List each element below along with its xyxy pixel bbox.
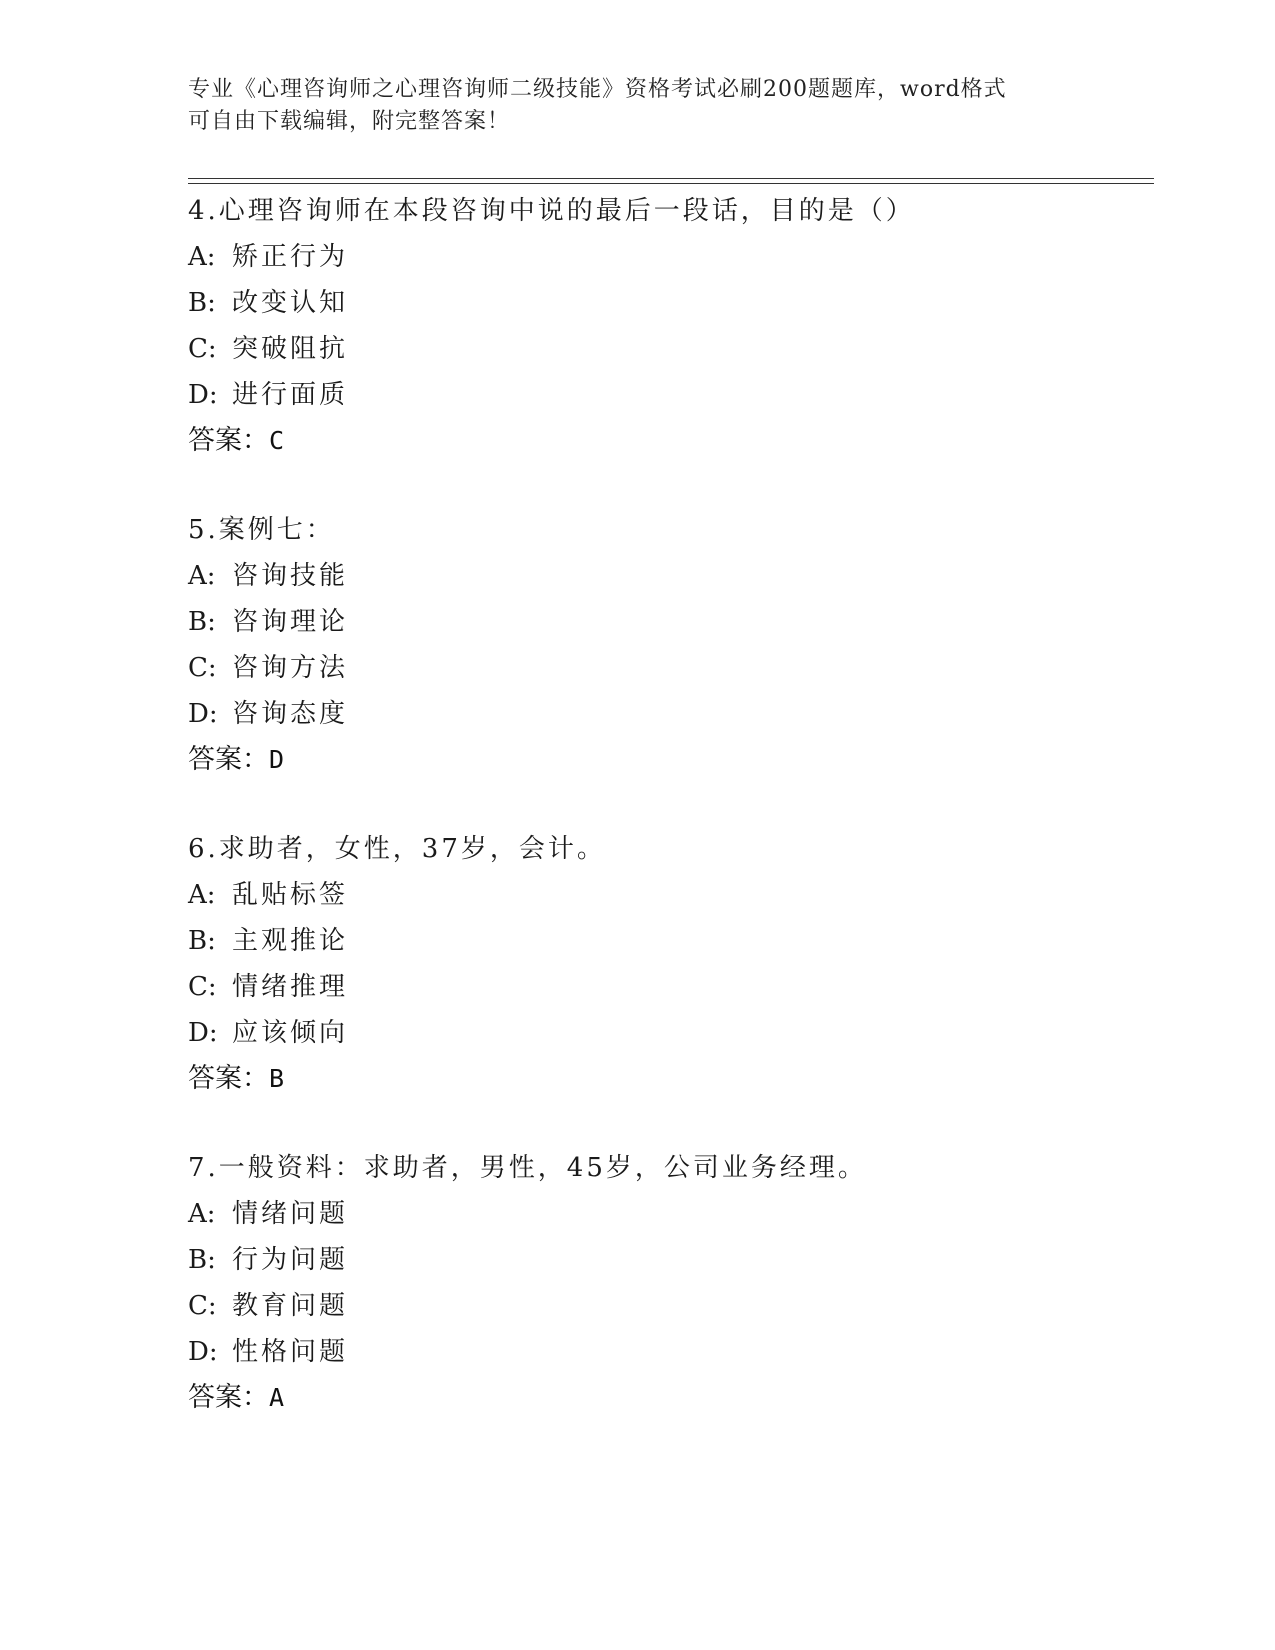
answer-label: 答案： — [188, 1382, 269, 1413]
option-text: 乱贴标签 — [232, 880, 349, 910]
question-7 — [188, 1145, 1148, 1421]
option-text: 情绪推理 — [232, 972, 349, 1002]
answer-line — [188, 418, 1148, 464]
option-c — [188, 326, 1148, 372]
option-letter: C: — [188, 653, 217, 683]
answer-label: 答案： — [188, 1063, 269, 1094]
option-letter: B: — [188, 607, 216, 637]
option-letter: D: — [188, 699, 218, 729]
option-b — [188, 1237, 1148, 1283]
question-5 — [188, 507, 1148, 783]
option-a — [188, 1191, 1148, 1237]
answer-label: 答案： — [188, 744, 269, 775]
option-letter: B: — [188, 288, 216, 318]
answer-line — [188, 1375, 1148, 1421]
option-letter: C: — [188, 334, 217, 364]
option-letter: B: — [188, 926, 216, 956]
answer-value: A — [269, 1383, 285, 1412]
question-stem: 7.一般资料：求助者，男性，45岁，公司业务经理。 — [188, 1153, 867, 1183]
option-a — [188, 872, 1148, 918]
option-letter: B: — [188, 1245, 216, 1275]
answer-line — [188, 1056, 1148, 1102]
option-a — [188, 234, 1148, 280]
option-b — [188, 599, 1148, 645]
option-letter: D: — [188, 1337, 218, 1367]
option-text: 咨询方法 — [232, 653, 349, 683]
option-text: 改变认知 — [232, 288, 349, 318]
option-text: 矫正行为 — [232, 242, 349, 272]
option-c — [188, 645, 1148, 691]
answer-value: D — [269, 745, 285, 774]
option-letter: D: — [188, 1018, 218, 1048]
option-text: 情绪问题 — [232, 1199, 349, 1229]
header-divider-top — [188, 178, 1154, 179]
question-stem: 6.求助者，女性，37岁，会计。 — [188, 834, 606, 864]
answer-value: C — [269, 426, 285, 455]
header-line-2: 可自由下载编辑，附完整答案！ — [188, 109, 511, 134]
question-list — [188, 188, 1148, 1464]
option-text: 主观推论 — [232, 926, 349, 956]
option-letter: C: — [188, 1291, 217, 1321]
option-text: 咨询态度 — [232, 699, 349, 729]
option-letter: C: — [188, 972, 217, 1002]
option-text: 教育问题 — [232, 1291, 349, 1321]
question-stem: 4.心理咨询师在本段咨询中说的最后一段话，目的是（） — [188, 196, 915, 226]
option-letter: A: — [188, 1199, 216, 1229]
option-c — [188, 964, 1148, 1010]
option-text: 突破阻抗 — [232, 334, 349, 364]
document-header — [188, 74, 1088, 138]
option-text: 性格问题 — [232, 1337, 349, 1367]
answer-value: B — [269, 1064, 285, 1093]
option-c — [188, 1283, 1148, 1329]
question-4 — [188, 188, 1148, 464]
option-letter: D: — [188, 380, 218, 410]
option-letter: A: — [188, 242, 216, 272]
option-text: 行为问题 — [232, 1245, 349, 1275]
option-a — [188, 553, 1148, 599]
option-d — [188, 1010, 1148, 1056]
header-divider-bottom — [188, 183, 1154, 184]
option-d — [188, 372, 1148, 418]
option-text: 咨询技能 — [232, 561, 349, 591]
question-stem: 5.案例七： — [188, 515, 335, 545]
option-b — [188, 280, 1148, 326]
question-6 — [188, 826, 1148, 1102]
option-text: 咨询理论 — [232, 607, 349, 637]
option-d — [188, 1329, 1148, 1375]
option-letter: A: — [188, 880, 216, 910]
answer-label: 答案： — [188, 425, 269, 456]
option-letter: A: — [188, 561, 216, 591]
header-line-1: 专业《心理咨询师之心理咨询师二级技能》资格考试必刷200题题库，word格式 — [188, 77, 1007, 102]
answer-line — [188, 737, 1148, 783]
option-b — [188, 918, 1148, 964]
option-d — [188, 691, 1148, 737]
option-text: 进行面质 — [232, 380, 349, 410]
option-text: 应该倾向 — [232, 1018, 349, 1048]
